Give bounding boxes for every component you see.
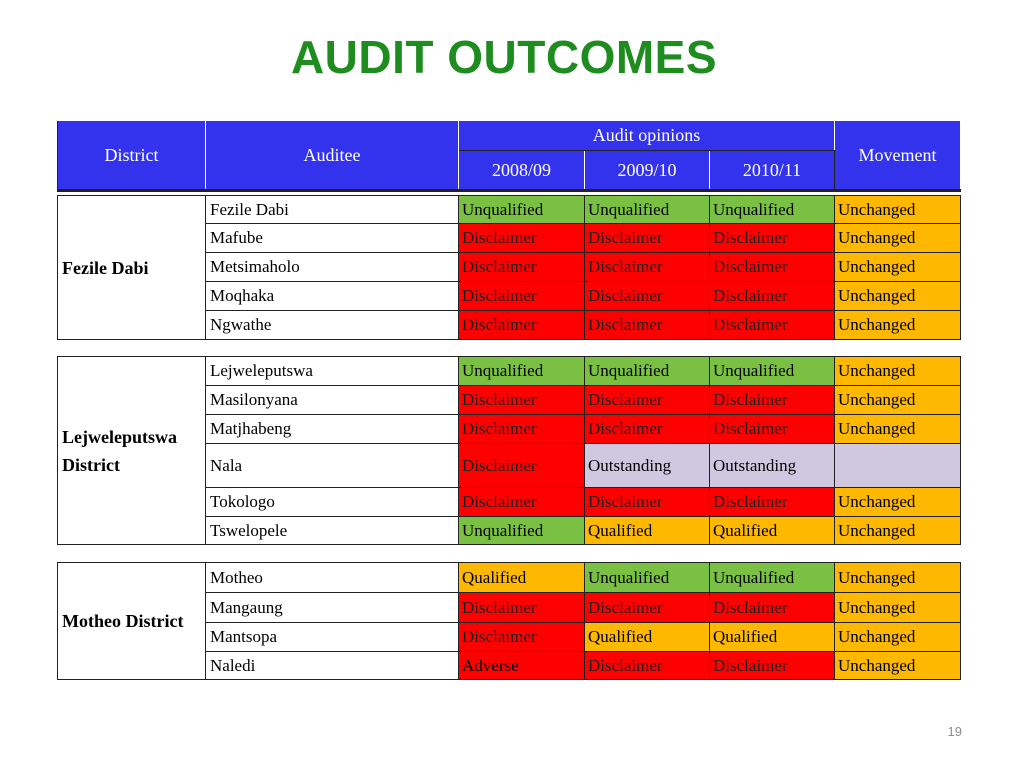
district-name: Motheo District (58, 563, 206, 680)
movement-cell: Unchanged (835, 517, 961, 545)
opinion-cell: Unqualified (710, 563, 835, 593)
opinion-cell: Disclaimer (585, 224, 710, 253)
opinion-cell: Unqualified (459, 196, 585, 224)
opinion-cell: Disclaimer (585, 415, 710, 444)
movement-cell: Unchanged (835, 357, 961, 386)
district-block-lejweleputswa (57, 356, 961, 545)
opinion-cell: Disclaimer (585, 311, 710, 340)
opinion-cell: Disclaimer (710, 253, 835, 282)
opinion-cell: Disclaimer (710, 652, 835, 680)
district-name: Lejweleputswa District (58, 357, 206, 545)
opinion-cell: Disclaimer (459, 623, 585, 652)
movement-cell: Unchanged (835, 224, 961, 253)
opinion-cell: Unqualified (459, 357, 585, 386)
movement-cell: Unchanged (835, 253, 961, 282)
header-audit-opinions: Audit opinions (459, 121, 835, 151)
table-row (58, 357, 961, 386)
movement-cell: Unchanged (835, 593, 961, 623)
auditee-cell: Tokologo (206, 488, 459, 517)
opinion-cell: Unqualified (585, 563, 710, 593)
opinion-cell: Disclaimer (459, 488, 585, 517)
movement-cell: Unchanged (835, 488, 961, 517)
auditee-cell: Fezile Dabi (206, 196, 459, 224)
header-movement: Movement (835, 121, 961, 191)
auditee-cell: Nala (206, 444, 459, 488)
movement-cell: Unchanged (835, 282, 961, 311)
header-district: District (58, 121, 206, 191)
opinion-cell: Unqualified (585, 357, 710, 386)
opinion-cell: Disclaimer (585, 593, 710, 623)
opinion-cell: Qualified (585, 623, 710, 652)
movement-cell: Unchanged (835, 196, 961, 224)
auditee-cell: Metsimaholo (206, 253, 459, 282)
opinion-cell: Qualified (459, 563, 585, 593)
opinion-cell: Disclaimer (710, 386, 835, 415)
movement-cell: Unchanged (835, 652, 961, 680)
auditee-cell: Matjhabeng (206, 415, 459, 444)
auditee-cell: Moqhaka (206, 282, 459, 311)
opinion-cell: Qualified (585, 517, 710, 545)
auditee-cell: Tswelopele (206, 517, 459, 545)
auditee-cell: Mafube (206, 224, 459, 253)
opinion-cell: Disclaimer (459, 593, 585, 623)
opinion-cell: Disclaimer (710, 311, 835, 340)
movement-cell: Unchanged (835, 563, 961, 593)
opinion-cell: Unqualified (459, 517, 585, 545)
table-row (58, 563, 961, 593)
opinion-cell: Disclaimer (585, 282, 710, 311)
auditee-cell: Masilonyana (206, 386, 459, 415)
opinion-cell: Disclaimer (710, 224, 835, 253)
movement-cell: Unchanged (835, 623, 961, 652)
movement-cell: Unchanged (835, 386, 961, 415)
district-block-fezile-dabi (57, 195, 961, 340)
opinion-cell: Disclaimer (710, 282, 835, 311)
auditee-cell: Mantsopa (206, 623, 459, 652)
movement-cell (835, 444, 961, 488)
opinion-cell: Outstanding (585, 444, 710, 488)
auditee-cell: Motheo (206, 563, 459, 593)
page-number: 19 (947, 724, 962, 739)
opinion-cell: Unqualified (710, 357, 835, 386)
auditee-cell: Ngwathe (206, 311, 459, 340)
opinion-cell: Disclaimer (585, 253, 710, 282)
opinion-cell: Qualified (710, 623, 835, 652)
movement-cell: Unchanged (835, 415, 961, 444)
district-block-motheo (57, 562, 961, 680)
auditee-cell: Naledi (206, 652, 459, 680)
table-row (58, 196, 961, 224)
opinion-cell: Disclaimer (459, 224, 585, 253)
movement-cell: Unchanged (835, 311, 961, 340)
header-year-2010-11: 2010/11 (710, 151, 835, 191)
opinion-cell: Disclaimer (710, 415, 835, 444)
opinion-cell: Disclaimer (459, 415, 585, 444)
opinion-cell: Disclaimer (459, 282, 585, 311)
opinion-cell: Disclaimer (585, 488, 710, 517)
opinion-cell: Outstanding (710, 444, 835, 488)
opinion-cell: Disclaimer (459, 311, 585, 340)
auditee-cell: Lejweleputswa (206, 357, 459, 386)
audit-table-header (57, 120, 961, 192)
header-year-2008-09: 2008/09 (459, 151, 585, 191)
opinion-cell: Disclaimer (585, 652, 710, 680)
auditee-cell: Mangaung (206, 593, 459, 623)
opinion-cell: Disclaimer (710, 488, 835, 517)
opinion-cell: Adverse (459, 652, 585, 680)
opinion-cell: Qualified (710, 517, 835, 545)
district-name: Fezile Dabi (58, 196, 206, 340)
opinion-cell: Disclaimer (710, 593, 835, 623)
opinion-cell: Unqualified (710, 196, 835, 224)
header-year-2009-10: 2009/10 (585, 151, 710, 191)
opinion-cell: Disclaimer (459, 253, 585, 282)
header-auditee: Auditee (206, 121, 459, 191)
opinion-cell: Disclaimer (585, 386, 710, 415)
opinion-cell: Disclaimer (459, 386, 585, 415)
opinion-cell: Disclaimer (459, 444, 585, 488)
opinion-cell: Unqualified (585, 196, 710, 224)
slide-title: AUDIT OUTCOMES (290, 31, 718, 83)
